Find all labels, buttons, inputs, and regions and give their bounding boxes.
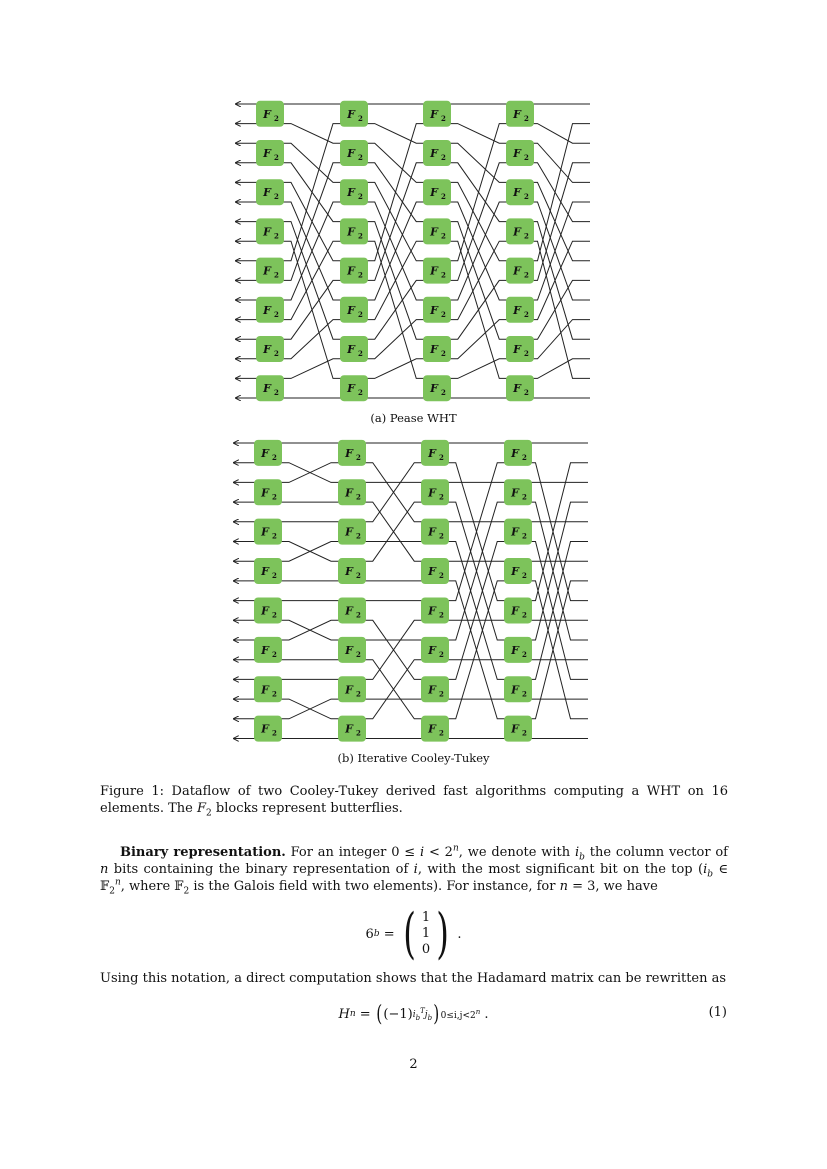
butterfly-block	[338, 637, 366, 663]
example-lhs-sub: b	[373, 929, 380, 939]
block-label-sub: 2	[356, 728, 361, 738]
butterfly-block	[254, 676, 282, 702]
block-label: F	[511, 565, 519, 579]
vector-entry: 0	[421, 942, 431, 957]
subcaption-a: (a) Pease WHT	[370, 411, 457, 425]
block-label-sub: 2	[274, 192, 279, 202]
butterfly-block	[254, 637, 282, 663]
para-text-1: For an integer 0 ≤	[290, 845, 416, 860]
wire	[520, 202, 590, 300]
wire	[354, 124, 437, 144]
para-text-9: = 3, we have	[572, 879, 658, 894]
block-label: F	[261, 683, 269, 697]
block-label: F	[345, 604, 353, 618]
block-label-sub: 2	[274, 231, 279, 241]
block-label-sub: 2	[358, 113, 363, 123]
para-text-7: , where	[120, 879, 171, 894]
binary-representation-paragraph: Binary representation. For an integer $0 \le i < 2^n$, we denote with $i_b$ the column vector of n bits containing the binary representation of i, with the most significant bit on the top ($i_b$ ∈ 𝔽$_2^n$, where 𝔽$_2$ is the Galois field with two elements). For instance, for n = 3, we have	[100, 843, 728, 897]
block-label-sub: 2	[358, 192, 363, 202]
block-label: F	[430, 303, 438, 317]
block-label: F	[428, 604, 436, 618]
block-label-sub: 2	[272, 492, 277, 502]
butterfly-block	[421, 716, 449, 742]
page-number: 2	[409, 1057, 418, 1072]
block-label-sub: 2	[522, 610, 527, 620]
block-label-sub: 2	[522, 531, 527, 541]
block-label-sub: 2	[522, 728, 527, 738]
block-label: F	[347, 225, 355, 239]
butterfly-block	[338, 479, 366, 505]
butterfly-block	[423, 140, 451, 166]
block-label-sub: 2	[439, 452, 444, 462]
para-text-2: <	[428, 845, 440, 860]
block-label: F	[428, 722, 436, 736]
block-label: F	[511, 604, 519, 618]
butterfly-block	[340, 297, 368, 323]
butterfly-block	[504, 676, 532, 702]
block-label: F	[263, 303, 271, 317]
example-equation: 6 b = ( 1 1 0 ) .	[365, 902, 462, 965]
block-label-sub: 2	[441, 153, 446, 162]
block-label: F	[347, 382, 355, 396]
para-text-3: , we denote with	[458, 845, 571, 860]
block-label: F	[428, 525, 436, 539]
block-label-sub: 2	[522, 571, 527, 581]
block-label: F	[263, 107, 271, 121]
butterfly-block	[256, 297, 284, 323]
figure-caption	[100, 783, 728, 817]
butterfly-block	[506, 218, 534, 244]
butterfly-block	[338, 558, 366, 584]
wire	[437, 202, 520, 300]
block-label: F	[430, 147, 438, 160]
wires	[234, 443, 588, 739]
block-label-sub: 2	[441, 113, 446, 123]
block-label-sub: 2	[272, 531, 277, 541]
butterfly-block	[340, 336, 368, 362]
example-vector	[420, 910, 432, 958]
block-label: F	[428, 683, 436, 697]
block-label-sub: 2	[358, 231, 363, 241]
butterfly-block	[506, 179, 534, 205]
block-label: F	[430, 186, 438, 200]
butterfly-block	[504, 597, 532, 623]
wire	[270, 359, 354, 379]
butterfly-block	[423, 258, 451, 284]
block-label-sub: 2	[274, 153, 279, 162]
block-label-sub: 2	[356, 452, 361, 462]
block-label-sub: 2	[439, 689, 444, 699]
para-text-6: , with the most significant bit on the top (	[417, 862, 704, 877]
block-label: F	[347, 107, 355, 121]
block-label: F	[261, 446, 269, 460]
block-label-sub: 2	[439, 571, 444, 581]
wire	[268, 463, 352, 483]
block-label-sub: 2	[272, 571, 277, 581]
caption-symbol-sub: 2	[206, 808, 212, 819]
block-label-sub: 2	[356, 531, 361, 541]
butterfly-block	[340, 375, 368, 401]
butterfly-block	[423, 336, 451, 362]
para-text-4: the column vector of	[589, 845, 728, 860]
block-label: F	[345, 446, 353, 460]
block-label-sub: 2	[356, 649, 361, 659]
paragraph-heading: Binary representation.	[120, 845, 286, 860]
block-label: F	[511, 722, 519, 736]
block-label-sub: 2	[272, 452, 277, 462]
block-label-sub: 2	[356, 689, 361, 699]
butterfly-block	[256, 140, 284, 166]
block-label: F	[428, 446, 436, 460]
block-label: F	[430, 225, 438, 239]
block-label: F	[261, 565, 269, 579]
block-label: F	[430, 264, 438, 278]
butterfly-block	[504, 716, 532, 742]
block-label-sub: 2	[439, 649, 444, 659]
block-label-sub: 2	[356, 492, 361, 502]
block-label: F	[261, 486, 269, 500]
butterfly-block	[340, 179, 368, 205]
butterfly-block	[340, 258, 368, 284]
block-label-sub: 2	[358, 349, 363, 358]
butterfly-block	[504, 440, 532, 466]
block-label-sub: 2	[522, 452, 527, 462]
butterfly-block	[506, 140, 534, 166]
block-label-sub: 2	[524, 153, 529, 162]
butterfly-block	[254, 597, 282, 623]
block-label-sub: 2	[522, 492, 527, 502]
block-label-sub: 2	[524, 113, 529, 123]
block-label: F	[347, 147, 355, 160]
block-label-sub: 2	[441, 231, 446, 241]
block-label: F	[511, 683, 519, 697]
butterfly-block	[254, 479, 282, 505]
block-label-sub: 2	[358, 309, 363, 319]
block-label: F	[263, 186, 271, 200]
block-label-sub: 2	[274, 113, 279, 123]
block-label: F	[345, 565, 353, 579]
equation-number: (1)	[708, 1005, 727, 1020]
example-lhs: 6	[365, 926, 374, 942]
block-label: F	[345, 486, 353, 500]
block-label-sub: 2	[441, 309, 446, 319]
wire	[270, 124, 354, 144]
wire	[354, 202, 437, 300]
block-label-sub: 2	[524, 192, 529, 202]
vector-entry: 1	[421, 910, 431, 925]
butterfly-block	[340, 218, 368, 244]
block-label-sub: 2	[356, 610, 361, 620]
block-label: F	[430, 343, 438, 356]
block-label: F	[511, 446, 519, 460]
block-label: F	[513, 147, 521, 160]
butterfly-block	[338, 716, 366, 742]
block-label-sub: 2	[441, 388, 446, 398]
butterfly-block	[256, 258, 284, 284]
block-label-sub: 2	[272, 649, 277, 659]
block-label: F	[513, 225, 521, 239]
block-label-sub: 2	[274, 349, 279, 358]
block-label: F	[261, 643, 269, 657]
block-label-sub: 2	[524, 349, 529, 358]
butterfly-block	[421, 519, 449, 545]
hadamard-equation: H n = ( (−1) $i_b^Tj_b$ ) $0\le i,j<2^n$ .	[338, 1001, 489, 1027]
block-label: F	[511, 643, 519, 657]
butterfly-block	[254, 558, 282, 584]
block-label: F	[345, 722, 353, 736]
butterfly-block	[506, 336, 534, 362]
equation-lhs-sub: n	[349, 1009, 356, 1019]
block-label: F	[430, 382, 438, 396]
block-label: F	[263, 382, 271, 396]
figure-caption-text-2: blocks represent butterflies.	[215, 801, 403, 816]
block-label: F	[513, 303, 521, 317]
block-label: F	[428, 565, 436, 579]
wire	[268, 620, 352, 640]
butterfly-block	[504, 519, 532, 545]
butterfly-block	[340, 140, 368, 166]
block-label: F	[261, 604, 269, 618]
wire	[268, 542, 352, 562]
block-label: F	[345, 643, 353, 657]
butterfly-block	[421, 479, 449, 505]
butterfly-block	[338, 676, 366, 702]
butterfly-block	[256, 101, 284, 127]
butterfly-block	[254, 716, 282, 742]
block-label-sub: 2	[272, 689, 277, 699]
wires	[236, 104, 590, 398]
block-label: F	[345, 525, 353, 539]
block-label-sub: 2	[524, 388, 529, 398]
butterfly-block	[421, 637, 449, 663]
equation-base: (−1)	[383, 1006, 413, 1022]
butterfly-block	[423, 297, 451, 323]
block-label: F	[261, 722, 269, 736]
block-label-sub: 2	[524, 270, 529, 280]
block-label: F	[263, 264, 271, 278]
block-label-sub: 2	[272, 728, 277, 738]
butterfly-block	[256, 218, 284, 244]
block-label-sub: 2	[439, 492, 444, 502]
block-label: F	[430, 107, 438, 121]
block-label: F	[428, 486, 436, 500]
block-label: F	[513, 107, 521, 121]
wire	[268, 699, 352, 719]
butterfly-block	[421, 597, 449, 623]
butterfly-block	[421, 558, 449, 584]
block-label-sub: 2	[524, 309, 529, 319]
butterfly-block	[423, 101, 451, 127]
equation-lhs: H	[338, 1006, 350, 1022]
block-label: F	[511, 525, 519, 539]
block-label: F	[347, 186, 355, 200]
block-label-sub: 2	[274, 270, 279, 280]
butterfly-block	[423, 375, 451, 401]
block-label: F	[513, 186, 521, 200]
butterfly-block	[506, 101, 534, 127]
block-label: F	[428, 643, 436, 657]
block-label: F	[345, 683, 353, 697]
butterfly-block	[254, 519, 282, 545]
block-label: F	[511, 486, 519, 500]
figure-caption-prefix: Figure 1:	[100, 784, 164, 799]
wire	[437, 124, 520, 144]
vector-entry: 1	[421, 926, 431, 941]
subcaption-b: (b) Iterative Cooley-Tukey	[337, 751, 490, 765]
block-label: F	[263, 343, 271, 356]
butterfly-block	[338, 597, 366, 623]
block-label-sub: 2	[358, 270, 363, 280]
iterative-cooley-tukey-diagram	[0, 435, 827, 745]
block-label: F	[261, 525, 269, 539]
butterfly-block	[338, 440, 366, 466]
block-label: F	[263, 147, 271, 160]
butterfly-block	[506, 258, 534, 284]
block-label-sub: 2	[439, 531, 444, 541]
butterfly-block	[423, 179, 451, 205]
equation-range: 0≤i,j<2	[440, 1011, 476, 1021]
butterfly-block	[338, 519, 366, 545]
butterfly-block	[340, 101, 368, 127]
butterfly-block	[421, 676, 449, 702]
butterfly-block	[504, 479, 532, 505]
block-label-sub: 2	[524, 231, 529, 241]
block-label: F	[347, 343, 355, 356]
para-text-8: is the Galois field with two elements). For instance, for	[193, 879, 556, 894]
butterfly-block	[256, 179, 284, 205]
block-label-sub: 2	[441, 192, 446, 202]
butterfly-block	[254, 440, 282, 466]
block-label-sub: 2	[272, 610, 277, 620]
butterfly-block	[506, 375, 534, 401]
butterfly-block	[421, 440, 449, 466]
wire	[270, 202, 354, 300]
block-label: F	[513, 382, 521, 396]
butterfly-block	[504, 558, 532, 584]
para-text-5: bits containing the binary representation of	[113, 862, 409, 877]
block-label-sub: 2	[441, 349, 446, 358]
figure-caption-text: Dataflow of two Cooley-Tukey derived fast algorithms computing a WHT on 16 elements. The	[100, 784, 728, 816]
block-label-sub: 2	[522, 689, 527, 699]
butterfly-block	[423, 218, 451, 244]
block-label: F	[347, 303, 355, 317]
paragraph-2: Using this notation, a direct computation shows that the Hadamard matrix can be rewritten as	[100, 971, 727, 986]
block-label: F	[263, 225, 271, 239]
block-label-sub: 2	[274, 309, 279, 319]
block-label-sub: 2	[358, 153, 363, 162]
block-label: F	[513, 264, 521, 278]
wire	[437, 359, 520, 379]
block-label-sub: 2	[441, 270, 446, 280]
butterfly-block	[504, 637, 532, 663]
block-label-sub: 2	[274, 388, 279, 398]
butterfly-block	[256, 375, 284, 401]
block-label-sub: 2	[439, 610, 444, 620]
block-label-sub: 2	[356, 571, 361, 581]
block-label-sub: 2	[522, 649, 527, 659]
butterfly-block	[506, 297, 534, 323]
caption-symbol: F	[196, 801, 207, 816]
block-label: F	[347, 264, 355, 278]
block-label-sub: 2	[439, 728, 444, 738]
block-label: F	[513, 343, 521, 356]
wire	[354, 359, 437, 379]
butterfly-block	[256, 336, 284, 362]
block-label-sub: 2	[358, 388, 363, 398]
